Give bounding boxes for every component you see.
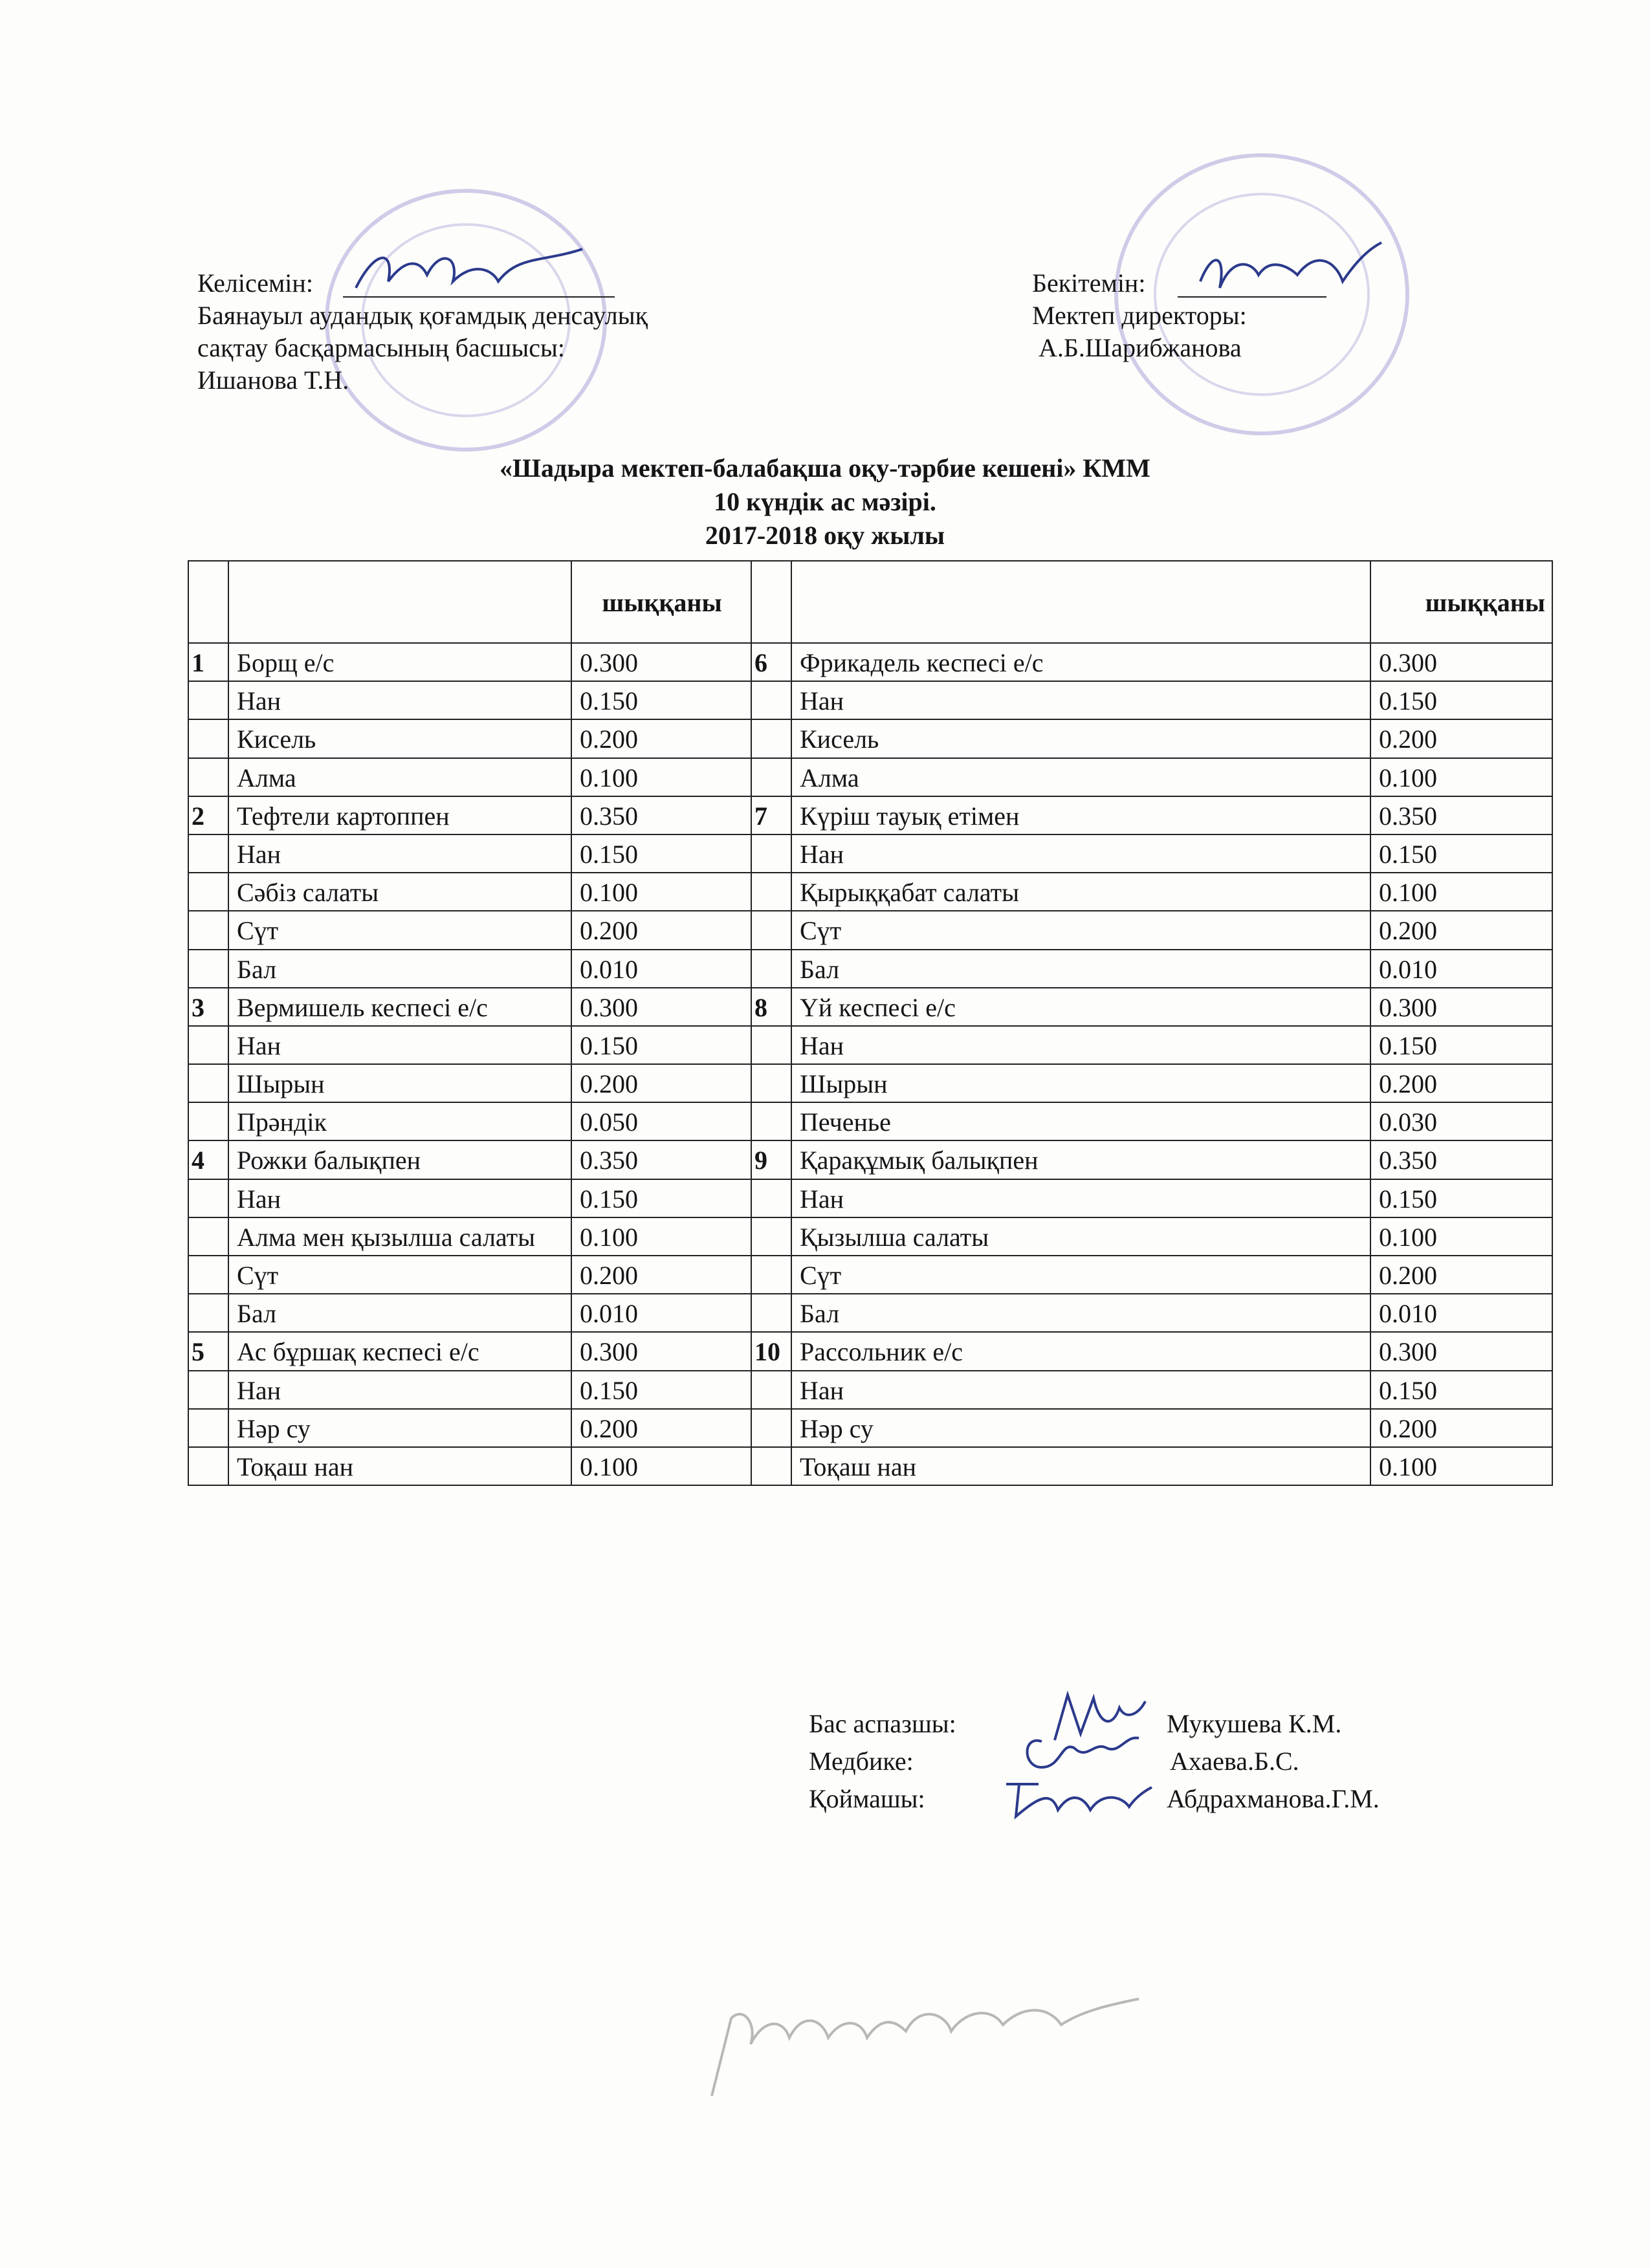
weight-right: 0.300 (1370, 988, 1552, 1026)
weight-right: 0.150 (1370, 1179, 1552, 1217)
weight-right: 0.100 (1370, 873, 1552, 911)
weight-left: 0.150 (571, 1179, 751, 1217)
day-number-left: 5 (188, 1332, 228, 1370)
day-number-left (188, 1294, 228, 1332)
weight-right: 0.150 (1370, 1371, 1552, 1409)
dish-left: Бал (228, 1294, 571, 1332)
table-row (188, 1447, 1552, 1485)
day-number-left (188, 681, 228, 719)
agree-line-3: Ишанова Т.Н. (197, 365, 349, 395)
day-number-right (751, 950, 791, 988)
signer-role-2: Медбике: (809, 1747, 914, 1776)
day-number-right: 8 (751, 988, 791, 1026)
table-row (188, 1102, 1552, 1140)
weight-right: 0.010 (1370, 1294, 1552, 1332)
day-number-right (751, 1026, 791, 1064)
dish-right: Нәр су (791, 1409, 1370, 1447)
dish-right: Қарақұмық балықпен (791, 1140, 1370, 1179)
dish-left: Нан (228, 1179, 571, 1217)
weight-header-right: шыққаны (1370, 561, 1552, 643)
weight-right: 0.200 (1370, 1256, 1552, 1294)
agree-signature-icon (349, 236, 595, 301)
day-number-left (188, 1371, 228, 1409)
approve-line-2: А.Б.Шарибжанова (1039, 333, 1242, 362)
table-row (188, 719, 1552, 758)
weight-right: 0.350 (1370, 796, 1552, 834)
weight-header-left: шыққаны (571, 561, 751, 643)
weight-left: 0.100 (571, 873, 751, 911)
day-number-right (751, 1217, 791, 1256)
table-row (188, 1179, 1552, 1217)
table-row (188, 834, 1552, 873)
day-number-left (188, 950, 228, 988)
table-row (188, 950, 1552, 988)
weight-right: 0.150 (1370, 834, 1552, 873)
day-number-right (751, 1256, 791, 1294)
day-number-left (188, 719, 228, 758)
dish-right: Қырыққабат салаты (791, 873, 1370, 911)
dish-right: Кисель (791, 719, 1370, 758)
weight-left: 0.150 (571, 834, 751, 873)
day-number-right (751, 1447, 791, 1485)
weight-right: 0.100 (1370, 1447, 1552, 1485)
weight-left: 0.200 (571, 911, 751, 949)
weight-right: 0.200 (1370, 911, 1552, 949)
signature-3-icon (1000, 1771, 1155, 1823)
weight-left: 0.150 (571, 1026, 751, 1064)
dish-left: Алма (228, 758, 571, 796)
weight-left: 0.300 (571, 643, 751, 681)
dish-right: Сүт (791, 911, 1370, 949)
signer-name-2: Ахаева.Б.С. (1170, 1747, 1299, 1776)
dish-left: Тефтели картоппен (228, 796, 571, 834)
weight-left: 0.200 (571, 1409, 751, 1447)
menu-table (188, 560, 1553, 1486)
dish-left: Сүт (228, 1256, 571, 1294)
dish-left: Нан (228, 834, 571, 873)
dish-right: Шырын (791, 1064, 1370, 1102)
dish-left: Кисель (228, 719, 571, 758)
day-number-left: 3 (188, 988, 228, 1026)
day-number-right: 9 (751, 1140, 791, 1179)
day-number-left (188, 1026, 228, 1064)
dish-right: Қызылша салаты (791, 1217, 1370, 1256)
day-number-left (188, 1409, 228, 1447)
table-row (188, 911, 1552, 949)
dish-right: Алма (791, 758, 1370, 796)
day-number-right: 6 (751, 643, 791, 681)
weight-left: 0.300 (571, 988, 751, 1026)
weight-left: 0.350 (571, 1140, 751, 1179)
weight-right: 0.150 (1370, 1026, 1552, 1064)
table-row (188, 1332, 1552, 1370)
day-number-left (188, 911, 228, 949)
day-number-left: 2 (188, 796, 228, 834)
day-number-right (751, 1371, 791, 1409)
weight-left: 0.100 (571, 758, 751, 796)
table-body (188, 643, 1552, 1485)
weight-right: 0.150 (1370, 681, 1552, 719)
dish-left: Нан (228, 681, 571, 719)
dish-left: Тоқаш нан (228, 1447, 571, 1485)
day-number-left (188, 1179, 228, 1217)
day-number-right (751, 1294, 791, 1332)
day-number-right (751, 1179, 791, 1217)
dish-left: Борщ е/с (228, 643, 571, 681)
approve-signature-icon (1194, 236, 1388, 301)
school-year: 2017-2018 оқу жылы (705, 521, 945, 550)
weight-left: 0.100 (571, 1217, 751, 1256)
day-number-right (751, 758, 791, 796)
day-number-left (188, 1217, 228, 1256)
day-number-right (751, 719, 791, 758)
table-row (188, 1256, 1552, 1294)
weight-right: 0.100 (1370, 1217, 1552, 1256)
dish-left: Нан (228, 1371, 571, 1409)
day-number-right (751, 1409, 791, 1447)
table-row (188, 681, 1552, 719)
table-row (188, 988, 1552, 1026)
weight-right: 0.200 (1370, 1409, 1552, 1447)
day-number-left (188, 1447, 228, 1485)
dish-left: Нәр су (228, 1409, 571, 1447)
dish-left: Алма мен қызылша салаты (228, 1217, 571, 1256)
dish-right: Рассольник е/с (791, 1332, 1370, 1370)
table-row (188, 758, 1552, 796)
weight-right: 0.200 (1370, 1064, 1552, 1102)
day-number-right: 7 (751, 796, 791, 834)
weight-left: 0.150 (571, 681, 751, 719)
day-number-left (188, 834, 228, 873)
dish-right: Бал (791, 950, 1370, 988)
day-number-left (188, 1256, 228, 1294)
dish-right: Тоқаш нан (791, 1447, 1370, 1485)
weight-left: 0.010 (571, 1294, 751, 1332)
table-row (188, 1371, 1552, 1409)
signer-role-1: Бас аспазшы: (809, 1709, 956, 1738)
day-number-left (188, 1102, 228, 1140)
dish-right: Бал (791, 1294, 1370, 1332)
table-row (188, 643, 1552, 681)
dish-right: Фрикадель кеспесі е/с (791, 643, 1370, 681)
weight-right: 0.300 (1370, 1332, 1552, 1370)
dish-right: Нан (791, 834, 1370, 873)
weight-left: 0.200 (571, 719, 751, 758)
dish-right: Нан (791, 1026, 1370, 1064)
weight-left: 0.200 (571, 1064, 751, 1102)
day-number-left (188, 758, 228, 796)
table-row (188, 1409, 1552, 1447)
dish-right: Печенье (791, 1102, 1370, 1140)
dish-right: Нан (791, 1179, 1370, 1217)
dish-left: Рожки балықпен (228, 1140, 571, 1179)
weight-left: 0.150 (571, 1371, 751, 1409)
weight-right: 0.010 (1370, 950, 1552, 988)
weight-left: 0.010 (571, 950, 751, 988)
day-number-right (751, 1102, 791, 1140)
day-number-right (751, 911, 791, 949)
dish-left: Ас бұршақ кеспесі е/с (228, 1332, 571, 1370)
weight-left: 0.100 (571, 1447, 751, 1485)
page-subtitle: 10 күндік ас мәзірі. (714, 487, 936, 516)
dish-left: Вермишель кеспесі е/с (228, 988, 571, 1026)
day-number-right (751, 834, 791, 873)
day-number-right (751, 873, 791, 911)
dish-right: Сүт (791, 1256, 1370, 1294)
table-row (188, 1026, 1552, 1064)
approve-line-1: Мектеп директоры: (1032, 301, 1247, 330)
weight-left: 0.050 (571, 1102, 751, 1140)
dish-left: Бал (228, 950, 571, 988)
agree-label: Келісемін: (197, 268, 313, 298)
weight-left: 0.350 (571, 796, 751, 834)
agree-line-1: Баянауыл аудандық қоғамдық денсаулық (197, 301, 648, 330)
weight-right: 0.200 (1370, 719, 1552, 758)
dish-left: Сүт (228, 911, 571, 949)
dish-right: Күріш тауық етімен (791, 796, 1370, 834)
dish-left: Нан (228, 1026, 571, 1064)
approve-label: Бекітемін: (1032, 268, 1146, 298)
weight-right: 0.300 (1370, 643, 1552, 681)
day-number-right: 10 (751, 1332, 791, 1370)
dish-left: Сәбіз салаты (228, 873, 571, 911)
dish-left: Шырын (228, 1064, 571, 1102)
dish-right: Нан (791, 1371, 1370, 1409)
day-number-left (188, 873, 228, 911)
weight-right: 0.100 (1370, 758, 1552, 796)
table-row (188, 1140, 1552, 1179)
table-header-row (188, 561, 1552, 643)
weight-left: 0.200 (571, 1256, 751, 1294)
day-number-left: 1 (188, 643, 228, 681)
agree-line-2: сақтау басқармасының басшысы: (197, 333, 565, 362)
weight-right: 0.030 (1370, 1102, 1552, 1140)
pencil-note-icon (699, 1979, 1152, 2109)
weight-right: 0.350 (1370, 1140, 1552, 1179)
day-number-right (751, 681, 791, 719)
table-row (188, 1217, 1552, 1256)
table-row (188, 1294, 1552, 1332)
table-row (188, 796, 1552, 834)
day-number-left: 4 (188, 1140, 228, 1179)
signer-name-3: Абдрахманова.Г.М. (1167, 1784, 1380, 1813)
weight-left: 0.300 (571, 1332, 751, 1370)
table-row (188, 873, 1552, 911)
dish-left: Прәндік (228, 1102, 571, 1140)
signer-role-3: Қоймашы: (809, 1784, 925, 1813)
dish-right: Нан (791, 681, 1370, 719)
table-row (188, 1064, 1552, 1102)
day-number-left (188, 1064, 228, 1102)
dish-right: Үй кеспесі е/с (791, 988, 1370, 1026)
page-title: «Шадыра мектеп-балабақша оқу-тәрбие кешені» КММ (500, 453, 1150, 483)
signer-name-1: Мукушева К.М. (1167, 1709, 1342, 1738)
day-number-right (751, 1064, 791, 1102)
